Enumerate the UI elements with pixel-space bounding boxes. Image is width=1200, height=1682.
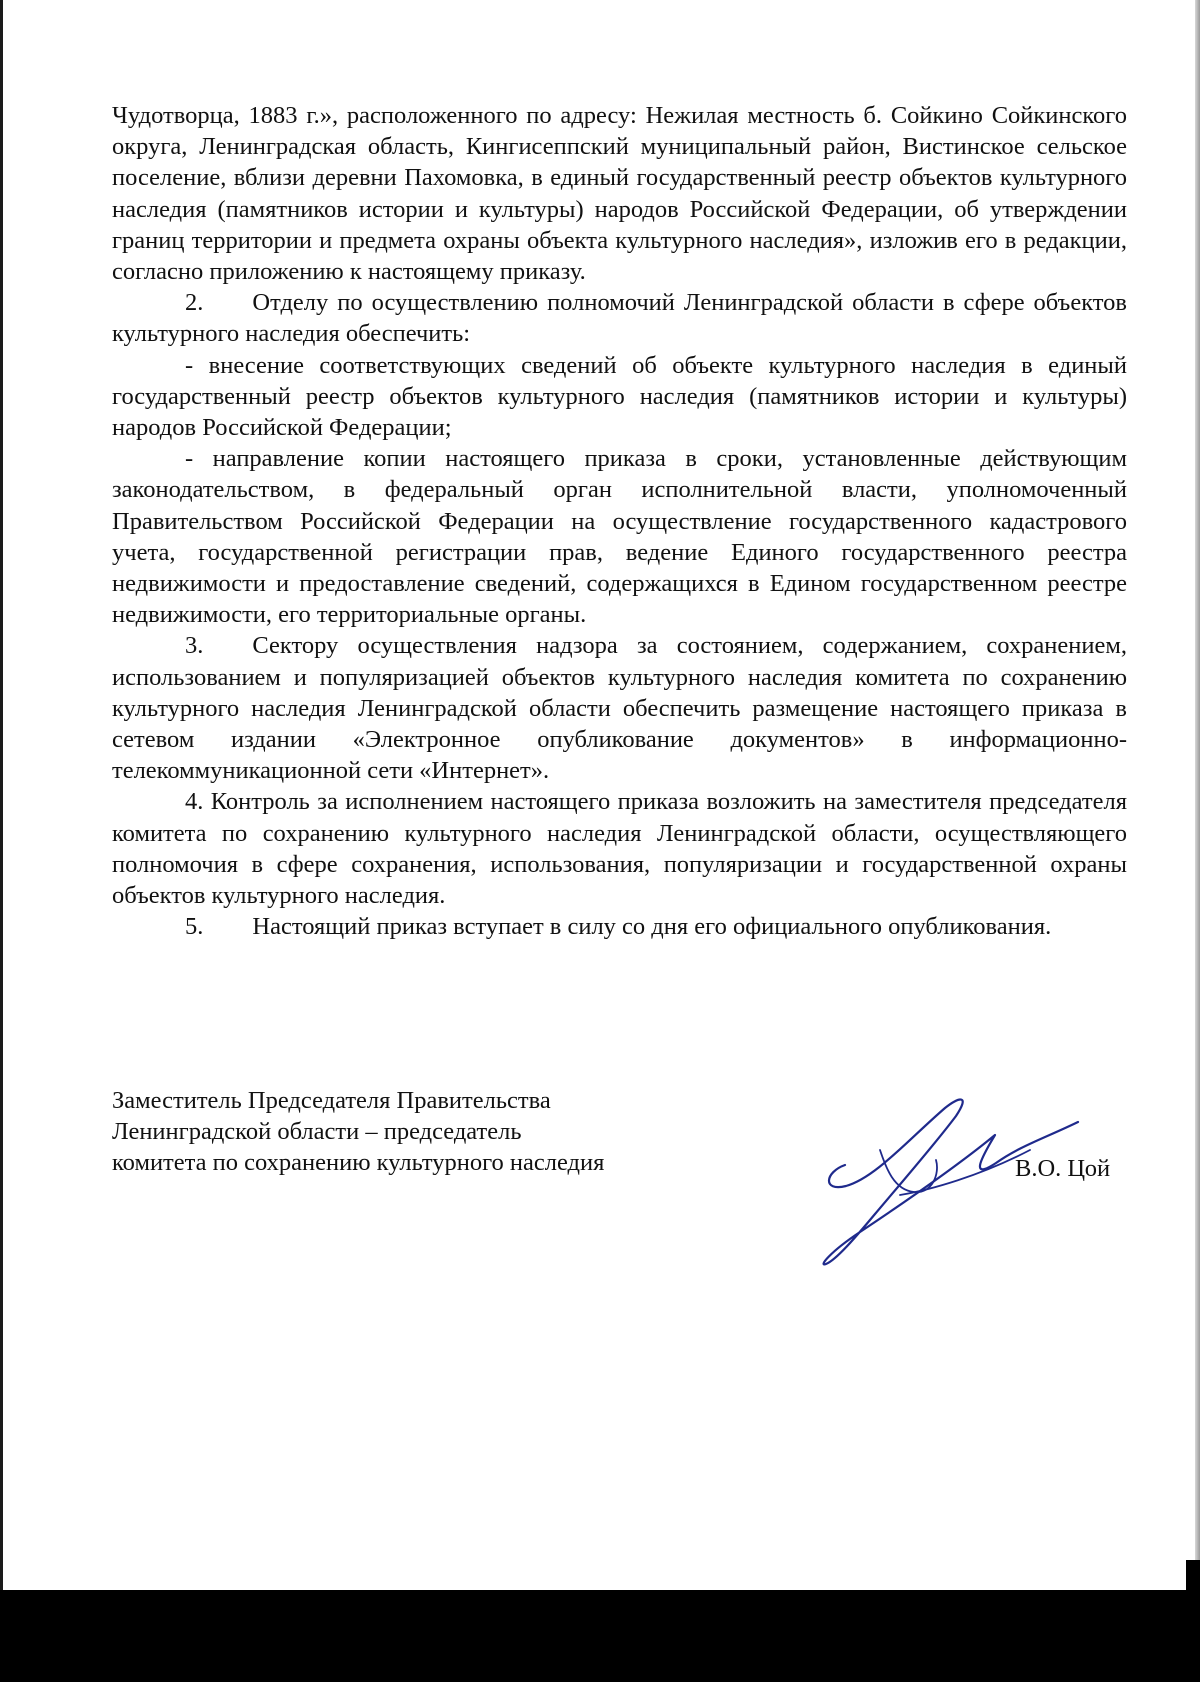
signatory-position-line-3: комитета по сохранению культурного наследия xyxy=(112,1149,605,1176)
signatory-position-line-1: Заместитель Председателя Правительства xyxy=(112,1087,551,1114)
signatory-name: В.О. Цой xyxy=(1015,1155,1111,1182)
document-body xyxy=(112,100,1127,942)
paragraph-1: Чудотворца, 1883 г.», расположенного по адресу: Нежилая местность б. Сойкино Сойкинского округа, Ленинградская область, Кингисеппский муниципальный район, Вистинское сельское поселение, вблизи деревни Пахомовка, в единый государственный реестр объектов культурного наследия (памятников истории и культуры) народов Российской Федерации, об утверждении границ территории и предмета охраны объекта культурного наследия», изложив его в редакции, согласно приложению к настоящему приказу. xyxy=(112,102,1127,286)
paragraph-2: 2. Отделу по осуществлению полномочий Ленинградской области в сфере объектов культурного наследия обеспечить: xyxy=(112,289,1127,348)
scan-left-edge xyxy=(0,0,3,1590)
signatory-position-line-2: Ленинградской области – председатель xyxy=(112,1118,522,1145)
signature-stroke-tail xyxy=(900,1150,1030,1195)
paragraph-6: 4. Контроль за исполнением настоящего приказа возложить на заместителя председателя комитета по сохранению культурного наследия Ленинградской области, осуществляющего полномочия в сфере сохранения, использования, популяризации и государственной охраны объектов культурного наследия. xyxy=(112,788,1127,910)
signatory-position xyxy=(112,1085,732,1178)
scan-bottom-edge xyxy=(0,1590,1200,1682)
paragraph-5: 3. Сектору осуществления надзора за состоянием, содержанием, сохранением, использованием и популяризацией объектов культурного наследия комитета по сохранению культурного наследия Ленинградской области обеспечить размещение настоящего приказа в сетевом издании «Электронное опубликование документов» в информационно-телекоммуникационной сети «Интернет». xyxy=(112,632,1127,785)
scan-right-edge xyxy=(1195,0,1200,1590)
paragraph-4: - направление копии настоящего приказа в сроки, установленные действующим законодательством, в федеральный орган исполнительной власти, уполномоченный Правительством Российской Федерации на осуществление государственного кадастрового учета, государственной регистрации прав, ведение Единого государственного реестра недвижимости и предоставление сведений, содержащихся в Едином государственном реестре недвижимости, его территориальные органы. xyxy=(112,445,1127,629)
scan-bottom-corner xyxy=(1186,1560,1200,1590)
paragraph-3: - внесение соответствующих сведений об объекте культурного наследия в единый государственный реестр объектов культурного наследия (памятников истории и культуры) народов Российской Федерации; xyxy=(112,351,1127,442)
paragraph-7: 5. Настоящий приказ вступает в силу со дня его официального опубликования. xyxy=(185,913,1052,941)
